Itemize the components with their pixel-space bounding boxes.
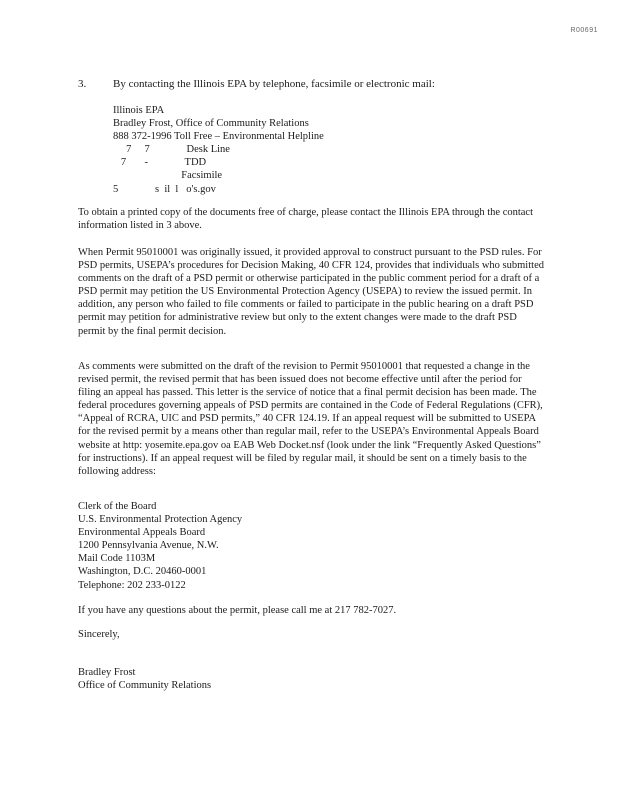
address-line: Telephone: 202 233-0122 — [78, 579, 186, 591]
questions-paragraph: If you have any questions about the permit, please call me at 217 782-7027. — [78, 605, 397, 616]
mailing-address — [78, 500, 242, 592]
signer-name: Bradley Frost — [78, 667, 136, 678]
contact-line: 888 372-1996 Toll Free – Environmental Helpline — [113, 131, 324, 143]
contact-line: Bradley Frost, Office of Community Relations — [113, 118, 309, 130]
item-heading: By contacting the Illinois EPA by telephone, facsimile or electronic mail: — [113, 78, 435, 90]
contact-line: Facsimile — [113, 170, 223, 182]
copy-paragraph: To obtain a printed copy of the documents free of charge, please contact the Illinois EPA through the contact information listed in 3 above. — [78, 207, 534, 232]
permit-paragraph: When Permit 95010001 was originally issued, it provided approval to construct pursuant to the PSD rules. For PSD permits, USEPA’s procedures for Decision Making, 40 CFR 124, provides that individuals who submitted comments on the draft of a PSD permit or otherwise participated in the public comment period for a draft of a PSD permit may petition the US Environmental Protection Agency (USEPA) to review the issued permit. In addition, any person who failed to file comments or failed to participate in the public hearing on a draft PSD permit may petition for administrative review but only to the extent changes were made to the draft PSD permit by the final permit decision. — [78, 247, 544, 337]
contact-line: 7 7 Desk Line — [113, 144, 230, 156]
address-line: Clerk of the Board — [78, 501, 157, 512]
page-stamp: R00691 — [570, 27, 598, 34]
address-line: 1200 Pennsylvania Avenue, N.W. — [78, 540, 219, 552]
signer-office: Office of Community Relations — [78, 680, 212, 692]
contact-block — [113, 104, 324, 196]
closing-salutation: Sincerely, — [78, 629, 120, 640]
address-line: U.S. Environmental Protection Agency — [78, 514, 243, 526]
item-number: 3. — [78, 78, 87, 90]
appeal-paragraph: As comments were submitted on the draft of the revision to Permit 95010001 that requested a change in the revised permit, the revised permit that has been issued does not become effective until after the period for filing an appeal has passed. This letter is the service of notice that a final permit decision has been made. The federal procedures governing appeals of PSD permits are contained in the Code of Federal Regulations (CFR), “Appeal of RCRA, UIC and PSD permits,” 40 CFR 124.19. If an appeal request will be submitted to USEPA for the revised permit by a means other than regular mail, refer to the USEPA’s Environmental Appeals Board website at http: yosemite.epa.gov oa EAB Web Docket.nsf (look under the link “Frequently Asked Questions” for instructions). If an appeal request will be filed by regular mail, it should be sent on a timely basis to the following address: — [78, 361, 543, 477]
address-line: Mail Code 1103M — [78, 553, 156, 565]
address-line: Environmental Appeals Board — [78, 527, 206, 539]
address-line: Washington, D.C. 20460-0001 — [78, 566, 207, 578]
signature-block — [78, 666, 211, 692]
contact-line: 7 - TDD — [113, 157, 207, 169]
contact-line: Illinois EPA — [113, 105, 165, 116]
contact-line: 5 s il l o's.gov — [113, 183, 216, 195]
